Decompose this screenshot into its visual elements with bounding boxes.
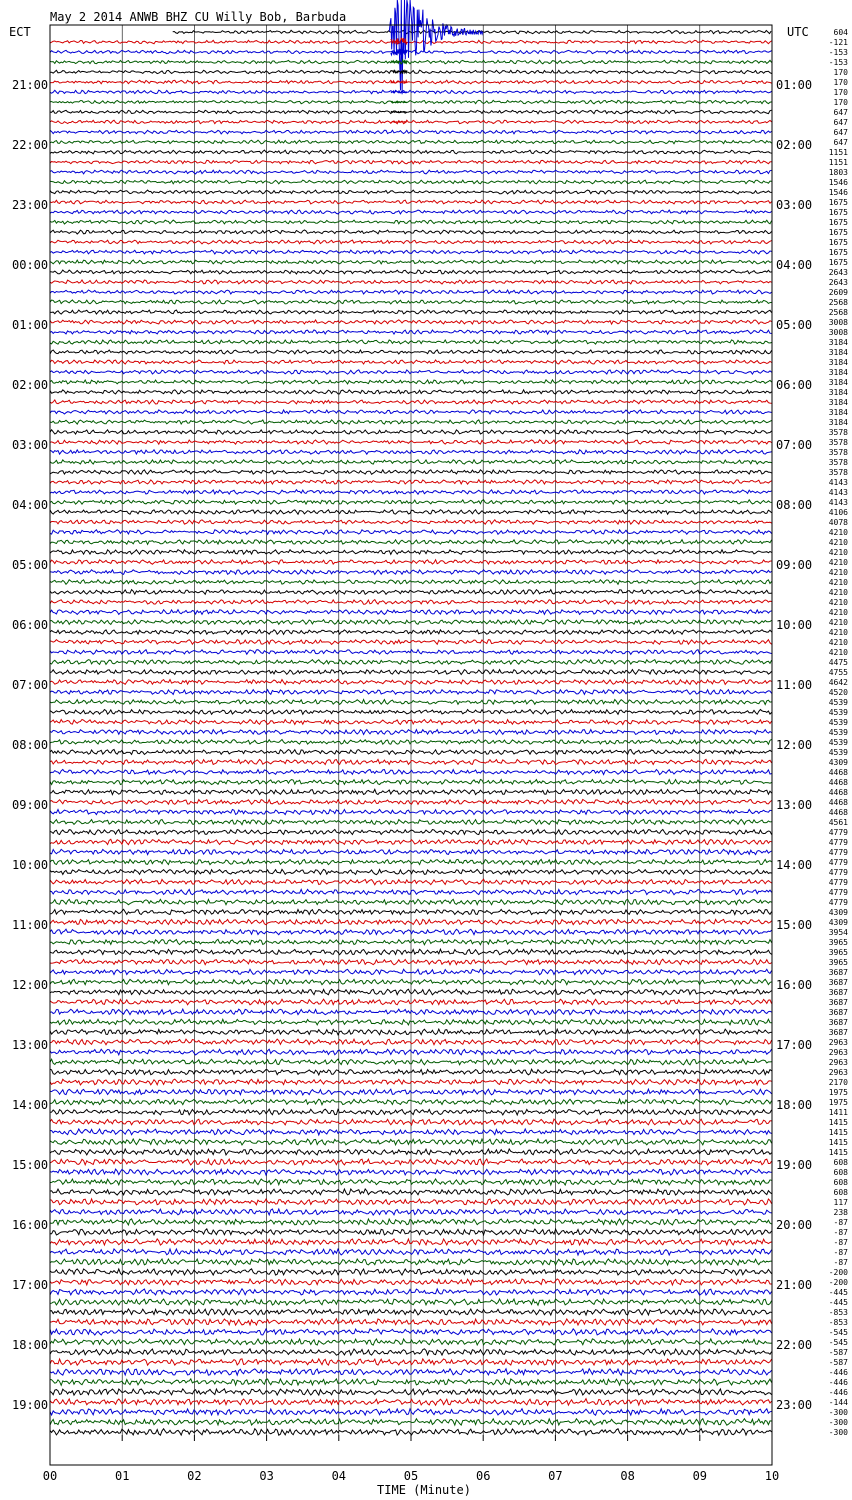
ect-hour-label: 06:00 bbox=[12, 618, 49, 632]
trace-offset-label: -300 bbox=[828, 1428, 848, 1437]
trace-offset-label: 170 bbox=[833, 88, 848, 97]
trace-offset-label: 1415 bbox=[828, 1148, 848, 1157]
trace-offset-label: 3578 bbox=[828, 428, 848, 437]
ect-hour-label: 14:00 bbox=[12, 1098, 49, 1112]
trace-offset-label: 647 bbox=[833, 128, 848, 137]
trace-offset-label: 2568 bbox=[828, 298, 848, 307]
trace-offset-label: 4309 bbox=[828, 918, 848, 927]
trace-offset-label: 1675 bbox=[828, 218, 848, 227]
utc-hour-label: 19:00 bbox=[776, 1158, 813, 1172]
trace-offset-label: 4309 bbox=[828, 908, 848, 917]
trace-offset-label: 1975 bbox=[828, 1098, 848, 1107]
trace-offset-label: 3687 bbox=[828, 998, 848, 1007]
trace-offset-label: 2609 bbox=[828, 288, 848, 297]
ect-hour-label: 00:00 bbox=[12, 258, 49, 272]
ect-hour-label: 04:00 bbox=[12, 498, 49, 512]
trace-offset-label: 3008 bbox=[828, 318, 848, 327]
x-tick-label: 03 bbox=[259, 1469, 274, 1483]
trace-offset-label: 3965 bbox=[828, 938, 848, 947]
trace-offset-label: 4779 bbox=[828, 888, 848, 897]
x-tick-label: 10 bbox=[764, 1469, 780, 1483]
trace-offset-label: 2963 bbox=[828, 1068, 848, 1077]
trace-offset-label: 4468 bbox=[828, 808, 848, 817]
trace-offset-label: 647 bbox=[833, 108, 848, 117]
trace-offset-label: -153 bbox=[828, 48, 848, 57]
trace-offset-label: 3578 bbox=[828, 458, 848, 467]
trace-offset-label: -853 bbox=[828, 1308, 848, 1317]
trace-offset-label: 4779 bbox=[828, 828, 848, 837]
chart-title: May 2 2014 ANWB BHZ CU Willy Bob, Barbuda bbox=[50, 10, 347, 24]
trace-offset-label: 4779 bbox=[828, 838, 848, 847]
utc-hour-label: 01:00 bbox=[776, 78, 813, 92]
trace-offset-label: 1675 bbox=[828, 258, 848, 267]
trace-offset-label: 3184 bbox=[828, 338, 848, 347]
trace-offset-label: 4210 bbox=[828, 628, 848, 637]
x-tick-label: 00 bbox=[42, 1469, 58, 1483]
trace-offset-label: 2963 bbox=[828, 1058, 848, 1067]
trace-offset-label: 3687 bbox=[828, 968, 848, 977]
trace-offset-label: 3184 bbox=[828, 398, 848, 407]
trace-offset-label: 4468 bbox=[828, 788, 848, 797]
x-axis-label: TIME (Minute) bbox=[377, 1483, 471, 1497]
trace-offset-label: 4779 bbox=[828, 878, 848, 887]
trace-offset-label: 4520 bbox=[828, 688, 848, 697]
x-tick-label: 01 bbox=[114, 1469, 130, 1483]
ect-hour-label: 19:00 bbox=[12, 1398, 49, 1412]
trace-offset-label: -445 bbox=[828, 1298, 848, 1307]
left-timezone-label: ECT bbox=[9, 25, 31, 39]
trace-offset-label: 647 bbox=[833, 118, 848, 127]
trace-offset-label: 238 bbox=[833, 1208, 848, 1217]
trace-offset-label: 117 bbox=[833, 1198, 848, 1207]
trace-offset-label: 1415 bbox=[828, 1138, 848, 1147]
trace-offset-label: 1415 bbox=[828, 1118, 848, 1127]
trace-offset-label: -87 bbox=[833, 1238, 848, 1247]
ect-hour-label: 21:00 bbox=[12, 78, 49, 92]
trace-offset-label: 4539 bbox=[828, 718, 848, 727]
trace-offset-label: 4539 bbox=[828, 748, 848, 757]
x-tick-label: 08 bbox=[620, 1469, 635, 1483]
trace-offset-label: 3965 bbox=[828, 958, 848, 967]
trace-offset-label: 4143 bbox=[828, 488, 848, 497]
ect-hour-label: 03:00 bbox=[12, 438, 49, 452]
trace-offset-label: 4539 bbox=[828, 728, 848, 737]
trace-offset-label: -446 bbox=[828, 1378, 848, 1387]
ect-hour-label: 01:00 bbox=[12, 318, 49, 332]
trace-offset-label: 170 bbox=[833, 78, 848, 87]
trace-offset-label: 604 bbox=[833, 28, 848, 37]
utc-hour-label: 11:00 bbox=[776, 678, 813, 692]
x-tick-label: 02 bbox=[187, 1469, 202, 1483]
trace-offset-label: 4210 bbox=[828, 588, 848, 597]
utc-hour-label: 16:00 bbox=[776, 978, 813, 992]
trace-offset-label: 3578 bbox=[828, 448, 848, 457]
trace-offset-label: 4475 bbox=[828, 658, 848, 667]
trace-offset-label: 3687 bbox=[828, 1008, 848, 1017]
trace-offset-label: 4210 bbox=[828, 538, 848, 547]
trace-offset-label: 4539 bbox=[828, 698, 848, 707]
trace-offset-label: 3184 bbox=[828, 388, 848, 397]
trace-offset-label: 4779 bbox=[828, 858, 848, 867]
trace-offset-label: 3184 bbox=[828, 348, 848, 357]
utc-hour-label: 12:00 bbox=[776, 738, 813, 752]
trace-offset-label: 4468 bbox=[828, 778, 848, 787]
utc-hour-label: 14:00 bbox=[776, 858, 813, 872]
trace-offset-label: 4642 bbox=[828, 678, 848, 687]
trace-offset-label: 4468 bbox=[828, 798, 848, 807]
trace-offset-label: -300 bbox=[828, 1418, 848, 1427]
utc-hour-label: 23:00 bbox=[776, 1398, 813, 1412]
ect-hour-label: 11:00 bbox=[12, 918, 49, 932]
trace-offset-label: 3184 bbox=[828, 368, 848, 377]
trace-offset-label: 4468 bbox=[828, 768, 848, 777]
trace-offset-label: 4210 bbox=[828, 598, 848, 607]
x-tick-label: 09 bbox=[692, 1469, 708, 1483]
trace-offset-label: 3687 bbox=[828, 1028, 848, 1037]
trace-offset-label: 4539 bbox=[828, 708, 848, 717]
trace-offset-label: 3954 bbox=[828, 928, 848, 937]
trace-offset-label: 3184 bbox=[828, 408, 848, 417]
trace-offset-label: 2963 bbox=[828, 1038, 848, 1047]
trace-offset-label: 2568 bbox=[828, 308, 848, 317]
trace-offset-label: 1151 bbox=[828, 158, 848, 167]
utc-hour-label: 05:00 bbox=[776, 318, 813, 332]
ect-hour-label: 08:00 bbox=[12, 738, 49, 752]
trace-offset-label: 3687 bbox=[828, 1018, 848, 1027]
trace-offset-label: 3578 bbox=[828, 438, 848, 447]
utc-hour-label: 06:00 bbox=[776, 378, 813, 392]
trace-offset-label: 4106 bbox=[828, 508, 848, 517]
utc-hour-label: 09:00 bbox=[776, 558, 813, 572]
trace-offset-label: 1675 bbox=[828, 198, 848, 207]
trace-offset-label: 2643 bbox=[828, 278, 848, 287]
trace-offset-label: 4210 bbox=[828, 528, 848, 537]
trace-offset-label: 4210 bbox=[828, 578, 848, 587]
trace-offset-label: 4210 bbox=[828, 618, 848, 627]
utc-hour-label: 21:00 bbox=[776, 1278, 813, 1292]
trace-offset-label: 4210 bbox=[828, 568, 848, 577]
trace-offset-label: -87 bbox=[833, 1218, 848, 1227]
trace-offset-label: 4779 bbox=[828, 868, 848, 877]
utc-hour-label: 13:00 bbox=[776, 798, 813, 812]
utc-hour-label: 15:00 bbox=[776, 918, 813, 932]
trace-offset-label: -87 bbox=[833, 1228, 848, 1237]
trace-offset-label: 1803 bbox=[828, 168, 848, 177]
trace-offset-label: -587 bbox=[828, 1358, 848, 1367]
trace-offset-label: 608 bbox=[833, 1178, 848, 1187]
utc-hour-label: 20:00 bbox=[776, 1218, 813, 1232]
utc-hour-label: 07:00 bbox=[776, 438, 813, 452]
utc-hour-label: 08:00 bbox=[776, 498, 813, 512]
trace-offset-label: 1675 bbox=[828, 248, 848, 257]
trace-offset-label: 2170 bbox=[828, 1078, 848, 1087]
trace-offset-label: 1975 bbox=[828, 1088, 848, 1097]
trace-offset-label: 3578 bbox=[828, 468, 848, 477]
ect-hour-label: 23:00 bbox=[12, 198, 49, 212]
x-tick-label: 04 bbox=[331, 1469, 347, 1483]
ect-hour-label: 15:00 bbox=[12, 1158, 49, 1172]
trace-offset-label: 4755 bbox=[828, 668, 848, 677]
x-tick-label: 07 bbox=[548, 1469, 563, 1483]
trace-offset-label: -445 bbox=[828, 1288, 848, 1297]
trace-offset-label: -446 bbox=[828, 1368, 848, 1377]
trace-offset-label: -587 bbox=[828, 1348, 848, 1357]
trace-offset-label: -144 bbox=[828, 1398, 848, 1407]
trace-offset-label: 1546 bbox=[828, 188, 848, 197]
trace-offset-label: 1415 bbox=[828, 1128, 848, 1137]
trace-offset-label: -121 bbox=[828, 38, 848, 47]
trace-offset-label: 4561 bbox=[828, 818, 848, 827]
trace-offset-label: 1675 bbox=[828, 228, 848, 237]
trace-offset-label: -87 bbox=[833, 1248, 848, 1257]
trace-offset-label: 4779 bbox=[828, 898, 848, 907]
trace-offset-label: 3687 bbox=[828, 978, 848, 987]
trace-offset-label: 1675 bbox=[828, 238, 848, 247]
trace-offset-label: 2963 bbox=[828, 1048, 848, 1057]
ect-hour-label: 22:00 bbox=[12, 138, 49, 152]
trace-offset-label: 1675 bbox=[828, 208, 848, 217]
trace-offset-label: 4210 bbox=[828, 608, 848, 617]
trace-offset-label: 3965 bbox=[828, 948, 848, 957]
utc-hour-label: 18:00 bbox=[776, 1098, 813, 1112]
trace-offset-label: -300 bbox=[828, 1408, 848, 1417]
trace-offset-label: 4210 bbox=[828, 648, 848, 657]
utc-hour-label: 17:00 bbox=[776, 1038, 813, 1052]
ect-hour-label: 10:00 bbox=[12, 858, 49, 872]
ect-hour-label: 09:00 bbox=[12, 798, 49, 812]
utc-hour-label: 02:00 bbox=[776, 138, 813, 152]
ect-hour-label: 16:00 bbox=[12, 1218, 49, 1232]
utc-hour-label: 22:00 bbox=[776, 1338, 813, 1352]
trace-offset-label: 3687 bbox=[828, 988, 848, 997]
ect-hour-label: 17:00 bbox=[12, 1278, 49, 1292]
trace-offset-label: 4078 bbox=[828, 518, 848, 527]
trace-offset-label: -200 bbox=[828, 1268, 848, 1277]
ect-hour-label: 18:00 bbox=[12, 1338, 49, 1352]
ect-hour-label: 02:00 bbox=[12, 378, 49, 392]
trace-offset-label: -87 bbox=[833, 1258, 848, 1267]
ect-hour-label: 12:00 bbox=[12, 978, 49, 992]
x-tick-label: 06 bbox=[475, 1469, 491, 1483]
x-tick-label: 05 bbox=[403, 1469, 419, 1483]
trace-offset-label: -853 bbox=[828, 1318, 848, 1327]
trace-offset-label: -200 bbox=[828, 1278, 848, 1287]
trace-offset-label: -545 bbox=[828, 1338, 848, 1347]
utc-hour-label: 04:00 bbox=[776, 258, 813, 272]
trace-offset-label: 1151 bbox=[828, 148, 848, 157]
utc-hour-label: 03:00 bbox=[776, 198, 813, 212]
trace-offset-label: 4210 bbox=[828, 548, 848, 557]
trace-offset-label: 4210 bbox=[828, 558, 848, 567]
trace-offset-label: 608 bbox=[833, 1168, 848, 1177]
ect-hour-label: 05:00 bbox=[12, 558, 49, 572]
ect-hour-label: 07:00 bbox=[12, 678, 49, 692]
trace-offset-label: 4779 bbox=[828, 848, 848, 857]
trace-offset-label: 608 bbox=[833, 1158, 848, 1167]
trace-offset-label: 4539 bbox=[828, 738, 848, 747]
trace-offset-label: -545 bbox=[828, 1328, 848, 1337]
trace-offset-label: 1411 bbox=[828, 1108, 848, 1117]
trace-offset-label: -446 bbox=[828, 1388, 848, 1397]
right-timezone-label: UTC bbox=[787, 25, 809, 39]
trace-offset-label: 3184 bbox=[828, 378, 848, 387]
ect-hour-label: 13:00 bbox=[12, 1038, 49, 1052]
trace-offset-label: 608 bbox=[833, 1188, 848, 1197]
trace-offset-label: 4309 bbox=[828, 758, 848, 767]
trace-offset-label: 647 bbox=[833, 138, 848, 147]
trace-offset-label: 3184 bbox=[828, 358, 848, 367]
trace-offset-label: 4143 bbox=[828, 478, 848, 487]
trace-offset-label: 4143 bbox=[828, 498, 848, 507]
trace-offset-label: -153 bbox=[828, 58, 848, 67]
trace-offset-label: 1546 bbox=[828, 178, 848, 187]
utc-hour-label: 10:00 bbox=[776, 618, 813, 632]
trace-offset-label: 2643 bbox=[828, 268, 848, 277]
trace-offset-label: 170 bbox=[833, 68, 848, 77]
trace-offset-label: 3008 bbox=[828, 328, 848, 337]
trace-offset-label: 4210 bbox=[828, 638, 848, 647]
trace-offset-label: 3184 bbox=[828, 418, 848, 427]
trace-offset-label: 170 bbox=[833, 98, 848, 107]
